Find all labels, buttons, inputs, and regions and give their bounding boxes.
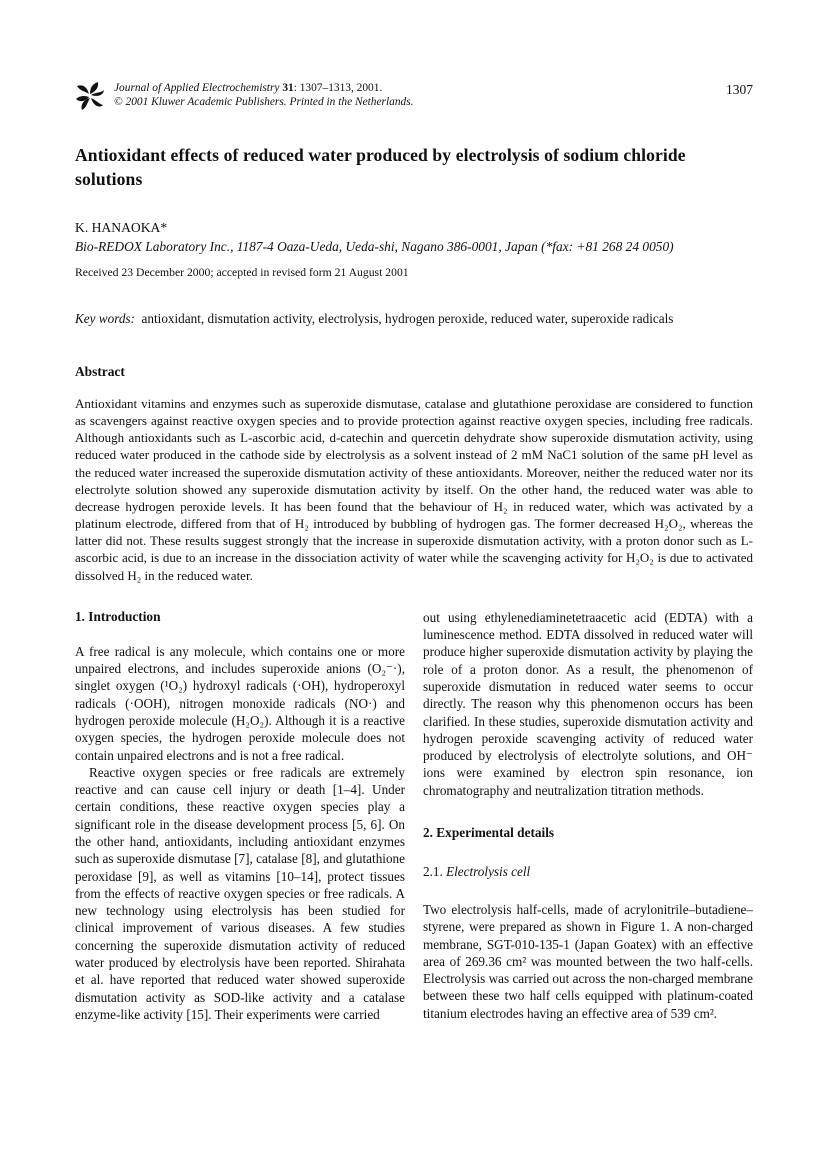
publisher-logo-icon	[75, 81, 105, 111]
intro-paragraph-2: Reactive oxygen species or free radicals are extremely reactive and can cause cell injury or death [1–4]. Under certain conditions, these reactive oxygen species play a significant role in the disease development process [5, 6]. On the other hand, antioxidants, including antioxidant enzymes such as superoxide dismutase [7], catalase [8], and glutathione peroxidase [9], as well as vitamins [10–14], protect tissues from the effects of reactive oxygen species or free radicals. A new technology using electrolysis has been studied for clinical improvement of various diseases. A few studies concerning the superoxide dismutation activity of reduced water produced by electrolysis have been reported. Shirahata et al. have reported that reduced water showed superoxide dismutation activity as SOD-like activity and a catalase enzyme-like activity [15]. Their experiments were carried	[75, 764, 405, 1022]
left-column	[75, 609, 405, 1024]
received-dates: Received 23 December 2000; accepted in revised form 21 August 2001	[75, 266, 409, 279]
page-number: 1307	[726, 82, 753, 97]
subsection-title: Electrolysis cell	[446, 863, 531, 879]
abstract-heading: Abstract	[75, 364, 125, 379]
journal-volume: 31	[282, 82, 294, 94]
paper-title: Antioxidant effects of reduced water produced by electrolysis of sodium chloride solutions	[75, 145, 686, 189]
keywords-line	[75, 311, 753, 327]
keywords-label: Key words:	[75, 311, 135, 326]
experimental-paragraph-1: Two electrolysis half-cells, made of acrylonitrile–butadiene–styrene, were prepared as shown in Figure 1. A non-charged membrane, SGT-010-135-1 (Japan Goatex) with an effective area of 269.36 cm² was mounted between the two half-cells. Electrolysis was carried out across the non-charged membrane between these two half cells equipped with platinum-coated titanium electrodes having an effective area of 539 cm².	[423, 901, 753, 1021]
journal-info	[114, 80, 414, 109]
author-name: K. HANAOKA*	[75, 220, 168, 235]
page-header	[75, 80, 753, 111]
keywords-text: antioxidant, dismutation activity, electrolysis, hydrogen peroxide, reduced water, superoxide radicals	[141, 311, 674, 326]
abstract-text: Antioxidant vitamins and enzymes such as superoxide dismutase, catalase and glutathione peroxidase are considered to function as scavengers against reactive oxygen species and to provide protection against reactive oxygen species, including free radicals. Although antioxidants such as L-ascorbic acid, d-catechin and quercetin dehydrate show superoxide dismutation activity, using reduced water produced in the cathode side by electrolysis as a solvent instead of 2 mM NaC1 solution of the same pH level as the reduced water increased the superoxide dismutation activity of these antioxidants. Moreover, neither the reduced water nor its electrolyte solution showed any superoxide dismutation activity by itself. On the other hand, the reduced water was able to decrease hydrogen peroxide levels. It has been found that the behaviour of H₂ in reduced water, which was activated by a platinum electrode, differed from that of H₂ introduced by bubbling of hydrogen gas. The former decreased H₂O₂, whereas the latter did not. These results suggest strongly that the increase in superoxide dismutation activity, with a proton donor such as L-ascorbic acid, is due to an increase in the dissociation activity of water while the scavenging activity for H₂O₂ is due to activated dissolved H₂ in the reduced water.	[75, 396, 753, 583]
right-column	[423, 609, 753, 1024]
subsection-2-1-heading	[423, 864, 753, 880]
two-column-body	[75, 609, 753, 1024]
journal-name: Journal of Applied Electrochemistry	[114, 82, 280, 94]
journal-pages: : 1307–1313, 2001.	[293, 82, 383, 94]
page-content	[75, 80, 753, 1023]
section1-heading: 1. Introduction	[75, 608, 161, 624]
header-left	[75, 80, 414, 111]
copyright-line: © 2001 Kluwer Academic Publishers. Printed in the Netherlands.	[114, 95, 414, 108]
intro-paragraph-continued: out using ethylenediaminetetraacetic acid (EDTA) with a luminescence method. EDTA dissolved in reduced water will produce higher superoxide dismutation activity by playing the role of a proton donor. As a result, the phenomenon of superoxide dismutation in reduced water seems to occur directly. The reason why this phenomenon occurs has been clarified. In these studies, superoxide dismutation activity and hydrogen peroxide scavenging activity of reduced water produced by electrolysis of electrolyte solutions, and OH⁻ ions were examined by electron spin resonance, ion chromatography and neutralization titration methods.	[423, 609, 753, 798]
journal-citation-line	[114, 82, 414, 96]
author-affiliation: Bio-REDOX Laboratory Inc., 1187-4 Oaza-Ueda, Ueda-shi, Nagano 386-0001, Japan (*fax: +81 268 24 0050)	[75, 239, 674, 254]
section2-heading: 2. Experimental details	[423, 824, 555, 840]
intro-paragraph-1: A free radical is any molecule, which contains one or more unpaired electrons, and includes superoxide anions (O₂⁻·), singlet oxygen (¹O₂) hydroxyl radicals (·OH), hydroperoxyl radicals (·OOH), nitrogen monoxide radicals (NO·) and hydrogen peroxide molecule (H₂O₂). Although it is a reactive oxygen species, the hydrogen peroxide molecule does not contain unpaired electrons and is not a free radical.	[75, 643, 405, 763]
subsection-number: 2.1.	[423, 863, 447, 879]
